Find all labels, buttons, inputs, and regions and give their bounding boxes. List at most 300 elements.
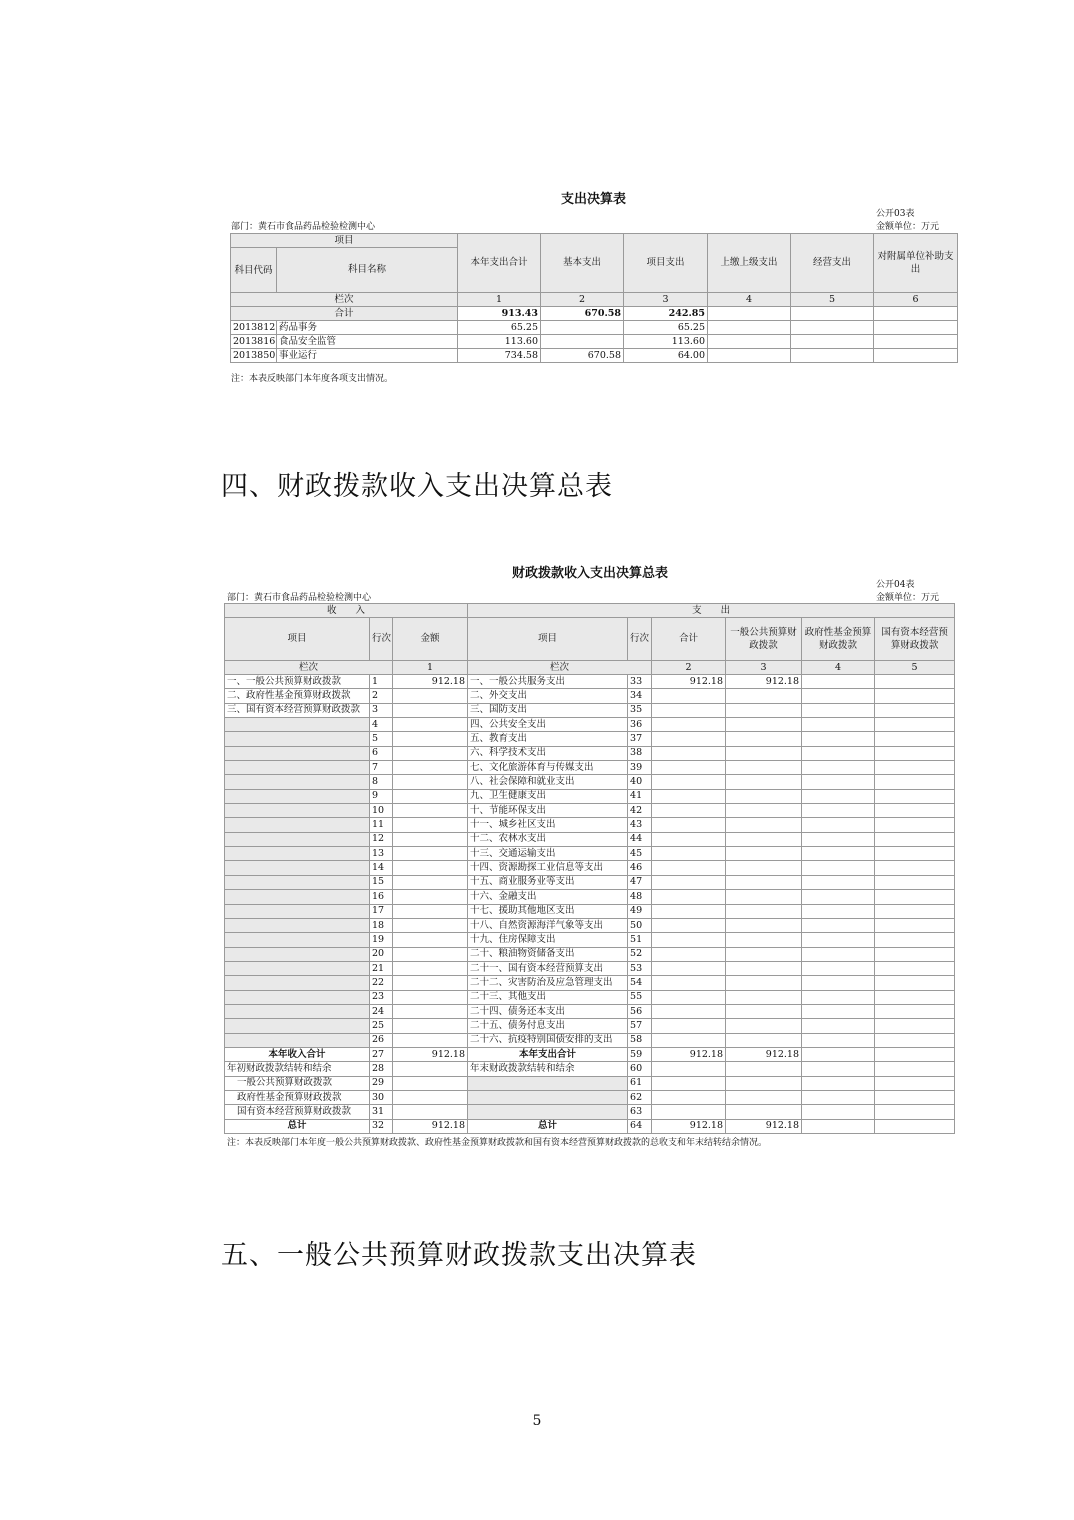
t4-cell-in-item — [225, 1019, 370, 1033]
t4-cell-ex-state — [875, 675, 955, 689]
t4-cell-in-no: 30 — [370, 1090, 393, 1104]
t4-cell-ex-total — [652, 861, 726, 875]
t4-cell-in-no: 29 — [370, 1076, 393, 1090]
t3-title: 支出决算表 — [560, 192, 626, 207]
t4-cell-ex-item: 十四、资源勘探工业信息等支出 — [468, 861, 628, 875]
t4-cell-ex-item: 年末财政拨款结转和结余 — [468, 1062, 628, 1076]
t4-cell-ex-total — [652, 875, 726, 889]
t4-cell-ex-no: 34 — [628, 689, 652, 703]
t4-cell-ex-item: 十五、商业服务业等支出 — [468, 875, 628, 889]
table-row — [225, 746, 955, 760]
t4-unit: 金额单位：万元 — [876, 593, 940, 603]
t4-cell-in-no: 2 — [370, 689, 393, 703]
t4-cell-ex-general — [726, 961, 802, 975]
t4-cell-in-item — [225, 875, 370, 889]
t3-dept: 部门：黄石市食品药品检验检测中心 — [231, 222, 376, 232]
t4-cell-ex-no: 48 — [628, 890, 652, 904]
t4-cell-in-item — [225, 947, 370, 961]
t4-cell-ex-no: 40 — [628, 775, 652, 789]
t4-cell-ex-general — [726, 775, 802, 789]
t3-cell-upper — [708, 321, 791, 335]
t4-cell-in-no: 8 — [370, 775, 393, 789]
t4-cell-in-no: 28 — [370, 1062, 393, 1076]
t4-cell-in-item: 政府性基金预算财政拨款 — [225, 1090, 370, 1104]
t4-col-label2: 栏次 — [468, 661, 652, 675]
t4-cell-ex-general — [726, 732, 802, 746]
t3-unit: 金额单位：万元 — [876, 222, 940, 232]
t3-cell-basic — [541, 321, 624, 335]
t4-cell-ex-no: 38 — [628, 746, 652, 760]
t4-cell-ex-no: 43 — [628, 818, 652, 832]
t4-cell-in-amt — [393, 1105, 468, 1119]
t4-cell-ex-total — [652, 1062, 726, 1076]
t4-cell-ex-state — [875, 761, 955, 775]
t4-cell-in-item: 三、国有资本经营预算财政拨款 — [225, 703, 370, 717]
t4-cell-in-amt — [393, 818, 468, 832]
t4-cell-ex-item — [468, 1090, 628, 1104]
t3-cell-basic: 670.58 — [541, 349, 624, 363]
table-row — [225, 1090, 955, 1104]
t4-cell-in-no: 13 — [370, 847, 393, 861]
t4-cell-ex-item: 十八、自然资源海洋气象等支出 — [468, 918, 628, 932]
table-row — [225, 961, 955, 975]
t4-cell-in-amt: 912.18 — [393, 1119, 468, 1133]
t4-cell-ex-item: 二十五、债务付息支出 — [468, 1019, 628, 1033]
t3-note: 注：本表反映部门本年度各项支出情况。 — [231, 374, 394, 384]
t4-cell-in-amt — [393, 775, 468, 789]
t4-cell-ex-total — [652, 890, 726, 904]
t3-h-total: 本年支出合计 — [458, 234, 541, 293]
t3-h-basic: 基本支出 — [541, 234, 624, 293]
t4-cell-in-amt — [393, 1090, 468, 1104]
t4-cell-ex-fund — [802, 732, 875, 746]
t4-cell-ex-fund — [802, 861, 875, 875]
t4-cell-ex-item: 三、国防支出 — [468, 703, 628, 717]
t4-cell-ex-item: 十三、交通运输支出 — [468, 847, 628, 861]
t4-cell-in-no: 11 — [370, 818, 393, 832]
t4-cell-ex-general: 912.18 — [726, 675, 802, 689]
t4-cell-ex-general — [726, 875, 802, 889]
t4-cell-ex-state — [875, 1019, 955, 1033]
table-row — [225, 1004, 955, 1018]
t3-cell-name: 药品事务 — [277, 321, 458, 335]
t4-cell-ex-fund — [802, 1105, 875, 1119]
t4-cell-ex-total — [652, 775, 726, 789]
t4-cell-ex-item: 二十、粮油物资储备支出 — [468, 947, 628, 961]
t4-cell-ex-no: 62 — [628, 1090, 652, 1104]
t4-cell-ex-state — [875, 732, 955, 746]
t4-cell-ex-state — [875, 1033, 955, 1047]
table-row — [231, 321, 958, 335]
t3-cell-name: 食品安全监管 — [277, 335, 458, 349]
t4-cell-ex-no: 46 — [628, 861, 652, 875]
t4-expense-header: 支 出 — [468, 604, 955, 618]
t4-cell-ex-no: 60 — [628, 1062, 652, 1076]
t4-cell-ex-fund — [802, 818, 875, 832]
t3-cell-code: 2013850 — [231, 349, 277, 363]
table-row — [231, 335, 958, 349]
t3-cell-sub — [874, 321, 958, 335]
t4-cell-ex-item: 二、外交支出 — [468, 689, 628, 703]
t4-cell-ex-no: 56 — [628, 1004, 652, 1018]
t4-cell-ex-fund — [802, 718, 875, 732]
t4-cell-ex-item: 十七、援助其他地区支出 — [468, 904, 628, 918]
table-row — [225, 904, 955, 918]
t4-cell-in-no: 3 — [370, 703, 393, 717]
t4-cell-ex-item: 十六、金融支出 — [468, 890, 628, 904]
t4-cell-in-item — [225, 789, 370, 803]
t4-cell-in-amt — [393, 804, 468, 818]
t4-cell-in-amt — [393, 1019, 468, 1033]
t4-cell-ex-general — [726, 1062, 802, 1076]
t4-cell-ex-state — [875, 1062, 955, 1076]
t4-cell-ex-total — [652, 832, 726, 846]
t4-cell-in-amt — [393, 1076, 468, 1090]
t4-cell-ex-no: 59 — [628, 1047, 652, 1061]
t4-cell-ex-no: 61 — [628, 1076, 652, 1090]
t4-cell-ex-item: 本年支出合计 — [468, 1047, 628, 1061]
t4-cell-ex-state — [875, 990, 955, 1004]
t4-h-fund: 政府性基金预算财政拨款 — [802, 618, 875, 661]
t4-cell-ex-no: 51 — [628, 933, 652, 947]
t4-cell-ex-fund — [802, 832, 875, 846]
t4-cell-in-no: 24 — [370, 1004, 393, 1018]
t4-cell-ex-total — [652, 818, 726, 832]
table-row — [225, 990, 955, 1004]
table-row — [225, 976, 955, 990]
t3-sum-upper — [708, 307, 791, 321]
t4-cell-ex-item: 六、科学技术支出 — [468, 746, 628, 760]
t4-cell-in-no: 1 — [370, 675, 393, 689]
t3-sum-project: 242.85 — [624, 307, 708, 321]
table-row — [225, 789, 955, 803]
table-row — [225, 689, 955, 703]
table-row — [225, 933, 955, 947]
t4-cell-ex-state — [875, 804, 955, 818]
t4-cell-in-item: 年初财政拨款结转和结余 — [225, 1062, 370, 1076]
t4-cell-ex-state — [875, 1090, 955, 1104]
t4-cell-ex-total — [652, 947, 726, 961]
t4-cell-in-amt — [393, 875, 468, 889]
table-row — [225, 847, 955, 861]
t4-cell-in-amt — [393, 918, 468, 932]
t4-cell-ex-fund — [802, 1004, 875, 1018]
t4-col-3: 3 — [726, 661, 802, 675]
table-row — [225, 1076, 955, 1090]
t3-cell-upper — [708, 335, 791, 349]
t4-cell-ex-state — [875, 832, 955, 846]
t4-cell-ex-state — [875, 847, 955, 861]
t4-table — [224, 603, 955, 1134]
t4-cell-ex-fund — [802, 1119, 875, 1133]
t4-cell-ex-state — [875, 818, 955, 832]
t4-cell-ex-state — [875, 1004, 955, 1018]
t4-cell-in-amt — [393, 890, 468, 904]
t4-cell-in-item — [225, 861, 370, 875]
t4-cell-ex-fund — [802, 918, 875, 932]
t4-cell-ex-fund — [802, 746, 875, 760]
t4-cell-ex-item: 十二、农林水支出 — [468, 832, 628, 846]
t4-cell-ex-fund — [802, 703, 875, 717]
t4-cell-ex-general — [726, 818, 802, 832]
t3-sum-business — [791, 307, 874, 321]
t4-col-5: 5 — [875, 661, 955, 675]
t4-cell-ex-no: 45 — [628, 847, 652, 861]
t4-cell-ex-item: 七、文化旅游体育与传媒支出 — [468, 761, 628, 775]
t4-cell-ex-fund — [802, 890, 875, 904]
t4-cell-ex-fund — [802, 1019, 875, 1033]
table-row — [225, 1119, 955, 1133]
page-number: 5 — [532, 1413, 542, 1429]
t4-cell-in-no: 16 — [370, 890, 393, 904]
t3-cell-total: 734.58 — [458, 349, 541, 363]
t4-cell-in-amt — [393, 861, 468, 875]
t3-h-upper: 上缴上级支出 — [708, 234, 791, 293]
t4-note: 注：本表反映部门本年度一般公共预算财政拨款、政府性基金预算财政拨款和国有资本经营预算财政拨款的总收支和年末结转结余情况。 — [227, 1138, 768, 1148]
t3-cell-upper — [708, 349, 791, 363]
t4-cell-ex-general — [726, 990, 802, 1004]
t3-cell-total: 65.25 — [458, 321, 541, 335]
t3-cell-project: 113.60 — [624, 335, 708, 349]
t4-cell-in-no: 19 — [370, 933, 393, 947]
t4-h-amount: 金额 — [393, 618, 468, 661]
t4-col-1: 1 — [393, 661, 468, 675]
t4-cell-ex-total — [652, 1076, 726, 1090]
t4-cell-ex-fund — [802, 904, 875, 918]
t4-cell-ex-item: 十九、住房保障支出 — [468, 933, 628, 947]
t4-cell-in-no: 25 — [370, 1019, 393, 1033]
t4-cell-ex-general: 912.18 — [726, 1119, 802, 1133]
t4-cell-ex-total — [652, 933, 726, 947]
table-row — [225, 1033, 955, 1047]
table-row — [225, 732, 955, 746]
table-row — [225, 918, 955, 932]
t4-cell-in-no: 5 — [370, 732, 393, 746]
t3-col-6: 6 — [874, 293, 958, 307]
t4-cell-ex-no: 58 — [628, 1033, 652, 1047]
t3-col-2: 2 — [541, 293, 624, 307]
t4-cell-in-amt — [393, 832, 468, 846]
table-row — [225, 675, 955, 689]
t4-cell-in-no: 27 — [370, 1047, 393, 1061]
t4-cell-ex-no: 57 — [628, 1019, 652, 1033]
t4-cell-ex-total — [652, 1004, 726, 1018]
t3-cell-project: 64.00 — [624, 349, 708, 363]
t4-cell-ex-general — [726, 933, 802, 947]
t4-cell-ex-total: 912.18 — [652, 675, 726, 689]
t4-cell-ex-item: 十一、城乡社区支出 — [468, 818, 628, 832]
t3-sum-total: 913.43 — [458, 307, 541, 321]
t3-h-item: 项目 — [231, 234, 458, 248]
t4-cell-ex-general — [726, 1090, 802, 1104]
t4-cell-ex-general: 912.18 — [726, 1047, 802, 1061]
t4-cell-ex-item — [468, 1105, 628, 1119]
t4-cell-ex-no: 52 — [628, 947, 652, 961]
t4-cell-ex-general — [726, 1004, 802, 1018]
t4-cell-in-item — [225, 1004, 370, 1018]
t3-col-1: 1 — [458, 293, 541, 307]
t4-cell-ex-general — [726, 689, 802, 703]
table-row — [225, 1062, 955, 1076]
t4-cell-ex-state — [875, 718, 955, 732]
t4-cell-ex-general — [726, 861, 802, 875]
table-row — [225, 718, 955, 732]
t4-cell-in-no: 17 — [370, 904, 393, 918]
t4-cell-in-item: 二、政府性基金预算财政拨款 — [225, 689, 370, 703]
t4-cell-in-item — [225, 918, 370, 932]
t4-cell-in-item — [225, 832, 370, 846]
t4-cell-in-amt — [393, 847, 468, 861]
t4-cell-in-amt — [393, 1033, 468, 1047]
t3-cell-code: 2013812 — [231, 321, 277, 335]
t4-cell-ex-total — [652, 990, 726, 1004]
t4-cell-ex-general — [726, 1033, 802, 1047]
t4-cell-in-item: 一般公共预算财政拨款 — [225, 1076, 370, 1090]
t4-cell-in-item — [225, 847, 370, 861]
t4-cell-ex-fund — [802, 1090, 875, 1104]
t4-cell-ex-no: 55 — [628, 990, 652, 1004]
t4-cell-ex-fund — [802, 761, 875, 775]
t3-cell-name: 事业运行 — [277, 349, 458, 363]
t4-cell-ex-no: 50 — [628, 918, 652, 932]
t4-title: 财政拨款收入支出决算总表 — [511, 566, 668, 581]
t4-cell-ex-fund — [802, 976, 875, 990]
table-row — [225, 818, 955, 832]
t4-cell-ex-fund — [802, 775, 875, 789]
t4-cell-ex-no: 47 — [628, 875, 652, 889]
t4-cell-ex-general — [726, 746, 802, 760]
t4-cell-in-amt — [393, 961, 468, 975]
t4-cell-ex-general — [726, 804, 802, 818]
t4-cell-in-amt — [393, 947, 468, 961]
table-row — [225, 875, 955, 889]
t4-cell-ex-fund — [802, 1076, 875, 1090]
t4-cell-ex-total — [652, 1105, 726, 1119]
t4-cell-in-no: 26 — [370, 1033, 393, 1047]
t4-cell-ex-no: 53 — [628, 961, 652, 975]
t3-cell-code: 2013816 — [231, 335, 277, 349]
t4-cell-ex-fund — [802, 961, 875, 975]
t4-cell-ex-general — [726, 832, 802, 846]
table-row — [225, 775, 955, 789]
t4-cell-in-amt — [393, 990, 468, 1004]
t4-cell-in-amt — [393, 904, 468, 918]
table-row — [225, 761, 955, 775]
t4-col-label: 栏次 — [225, 661, 393, 675]
t4-cell-in-amt — [393, 761, 468, 775]
t4-cell-ex-item: 总计 — [468, 1119, 628, 1133]
t4-cell-ex-general — [726, 947, 802, 961]
t4-form-no: 公开04表 — [876, 580, 915, 590]
t4-cell-in-no: 22 — [370, 976, 393, 990]
table-row — [225, 861, 955, 875]
t4-cell-in-amt — [393, 933, 468, 947]
t4-cell-ex-general — [726, 904, 802, 918]
t4-cell-ex-fund — [802, 933, 875, 947]
t4-cell-ex-state — [875, 775, 955, 789]
t4-cell-ex-no: 35 — [628, 703, 652, 717]
t4-h-item2: 项目 — [468, 618, 628, 661]
t4-cell-in-item — [225, 732, 370, 746]
t3-cell-sub — [874, 349, 958, 363]
t4-cell-ex-state — [875, 1047, 955, 1061]
t4-cell-in-item: 国有资本经营预算财政拨款 — [225, 1105, 370, 1119]
t3-h-code: 科目代码 — [231, 248, 277, 293]
t4-cell-in-item — [225, 746, 370, 760]
t4-cell-in-amt — [393, 1062, 468, 1076]
t4-cell-ex-no: 36 — [628, 718, 652, 732]
table-row — [225, 947, 955, 961]
t4-cell-in-item — [225, 904, 370, 918]
t4-cell-ex-no: 63 — [628, 1105, 652, 1119]
t4-cell-ex-state — [875, 976, 955, 990]
t4-cell-in-amt — [393, 703, 468, 717]
table-row — [225, 832, 955, 846]
t4-cell-ex-no: 49 — [628, 904, 652, 918]
t4-cell-ex-item: 五、教育支出 — [468, 732, 628, 746]
t4-cell-in-item — [225, 976, 370, 990]
t4-cell-ex-fund — [802, 990, 875, 1004]
t4-cell-in-amt: 912.18 — [393, 675, 468, 689]
t4-cell-ex-state — [875, 703, 955, 717]
t4-cell-ex-no: 64 — [628, 1119, 652, 1133]
t4-cell-ex-fund — [802, 847, 875, 861]
t4-cell-ex-state — [875, 933, 955, 947]
t4-cell-ex-general — [726, 703, 802, 717]
table-row — [225, 1047, 955, 1061]
t4-cell-ex-fund — [802, 1047, 875, 1061]
t4-cell-ex-no: 42 — [628, 804, 652, 818]
t3-col-label: 栏次 — [231, 293, 458, 307]
t3-sum-sub — [874, 307, 958, 321]
t4-cell-ex-state — [875, 904, 955, 918]
t3-sum-basic: 670.58 — [541, 307, 624, 321]
t4-cell-in-no: 31 — [370, 1105, 393, 1119]
t4-cell-ex-general — [726, 976, 802, 990]
t4-cell-in-item — [225, 990, 370, 1004]
t4-cell-ex-state — [875, 918, 955, 932]
t3-sum-label: 合计 — [231, 307, 458, 321]
t4-cell-in-item — [225, 761, 370, 775]
t4-cell-ex-state — [875, 947, 955, 961]
t4-cell-in-item — [225, 961, 370, 975]
t4-cell-ex-state — [875, 861, 955, 875]
t4-cell-ex-total: 912.18 — [652, 1119, 726, 1133]
t4-cell-ex-total — [652, 689, 726, 703]
table-row — [225, 890, 955, 904]
t4-cell-ex-item: 一、一般公共服务支出 — [468, 675, 628, 689]
t4-cell-ex-fund — [802, 947, 875, 961]
t3-cell-business — [791, 335, 874, 349]
t4-h-row: 行次 — [370, 618, 393, 661]
t4-cell-ex-total — [652, 732, 726, 746]
t3-cell-business — [791, 321, 874, 335]
section-heading-5: 五、一般公共预算财政拨款支出决算表 — [221, 1240, 697, 1271]
t3-cell-total: 113.60 — [458, 335, 541, 349]
t4-h-item: 项目 — [225, 618, 370, 661]
t3-h-name: 科目名称 — [277, 248, 458, 293]
t4-cell-ex-fund — [802, 875, 875, 889]
t4-cell-ex-no: 33 — [628, 675, 652, 689]
t4-cell-in-no: 14 — [370, 861, 393, 875]
t4-cell-ex-general — [726, 1076, 802, 1090]
t4-cell-ex-total: 912.18 — [652, 1047, 726, 1061]
t4-cell-ex-no: 44 — [628, 832, 652, 846]
t4-cell-in-amt — [393, 689, 468, 703]
t4-cell-ex-total — [652, 1019, 726, 1033]
t4-cell-ex-state — [875, 890, 955, 904]
t4-cell-in-amt — [393, 1004, 468, 1018]
